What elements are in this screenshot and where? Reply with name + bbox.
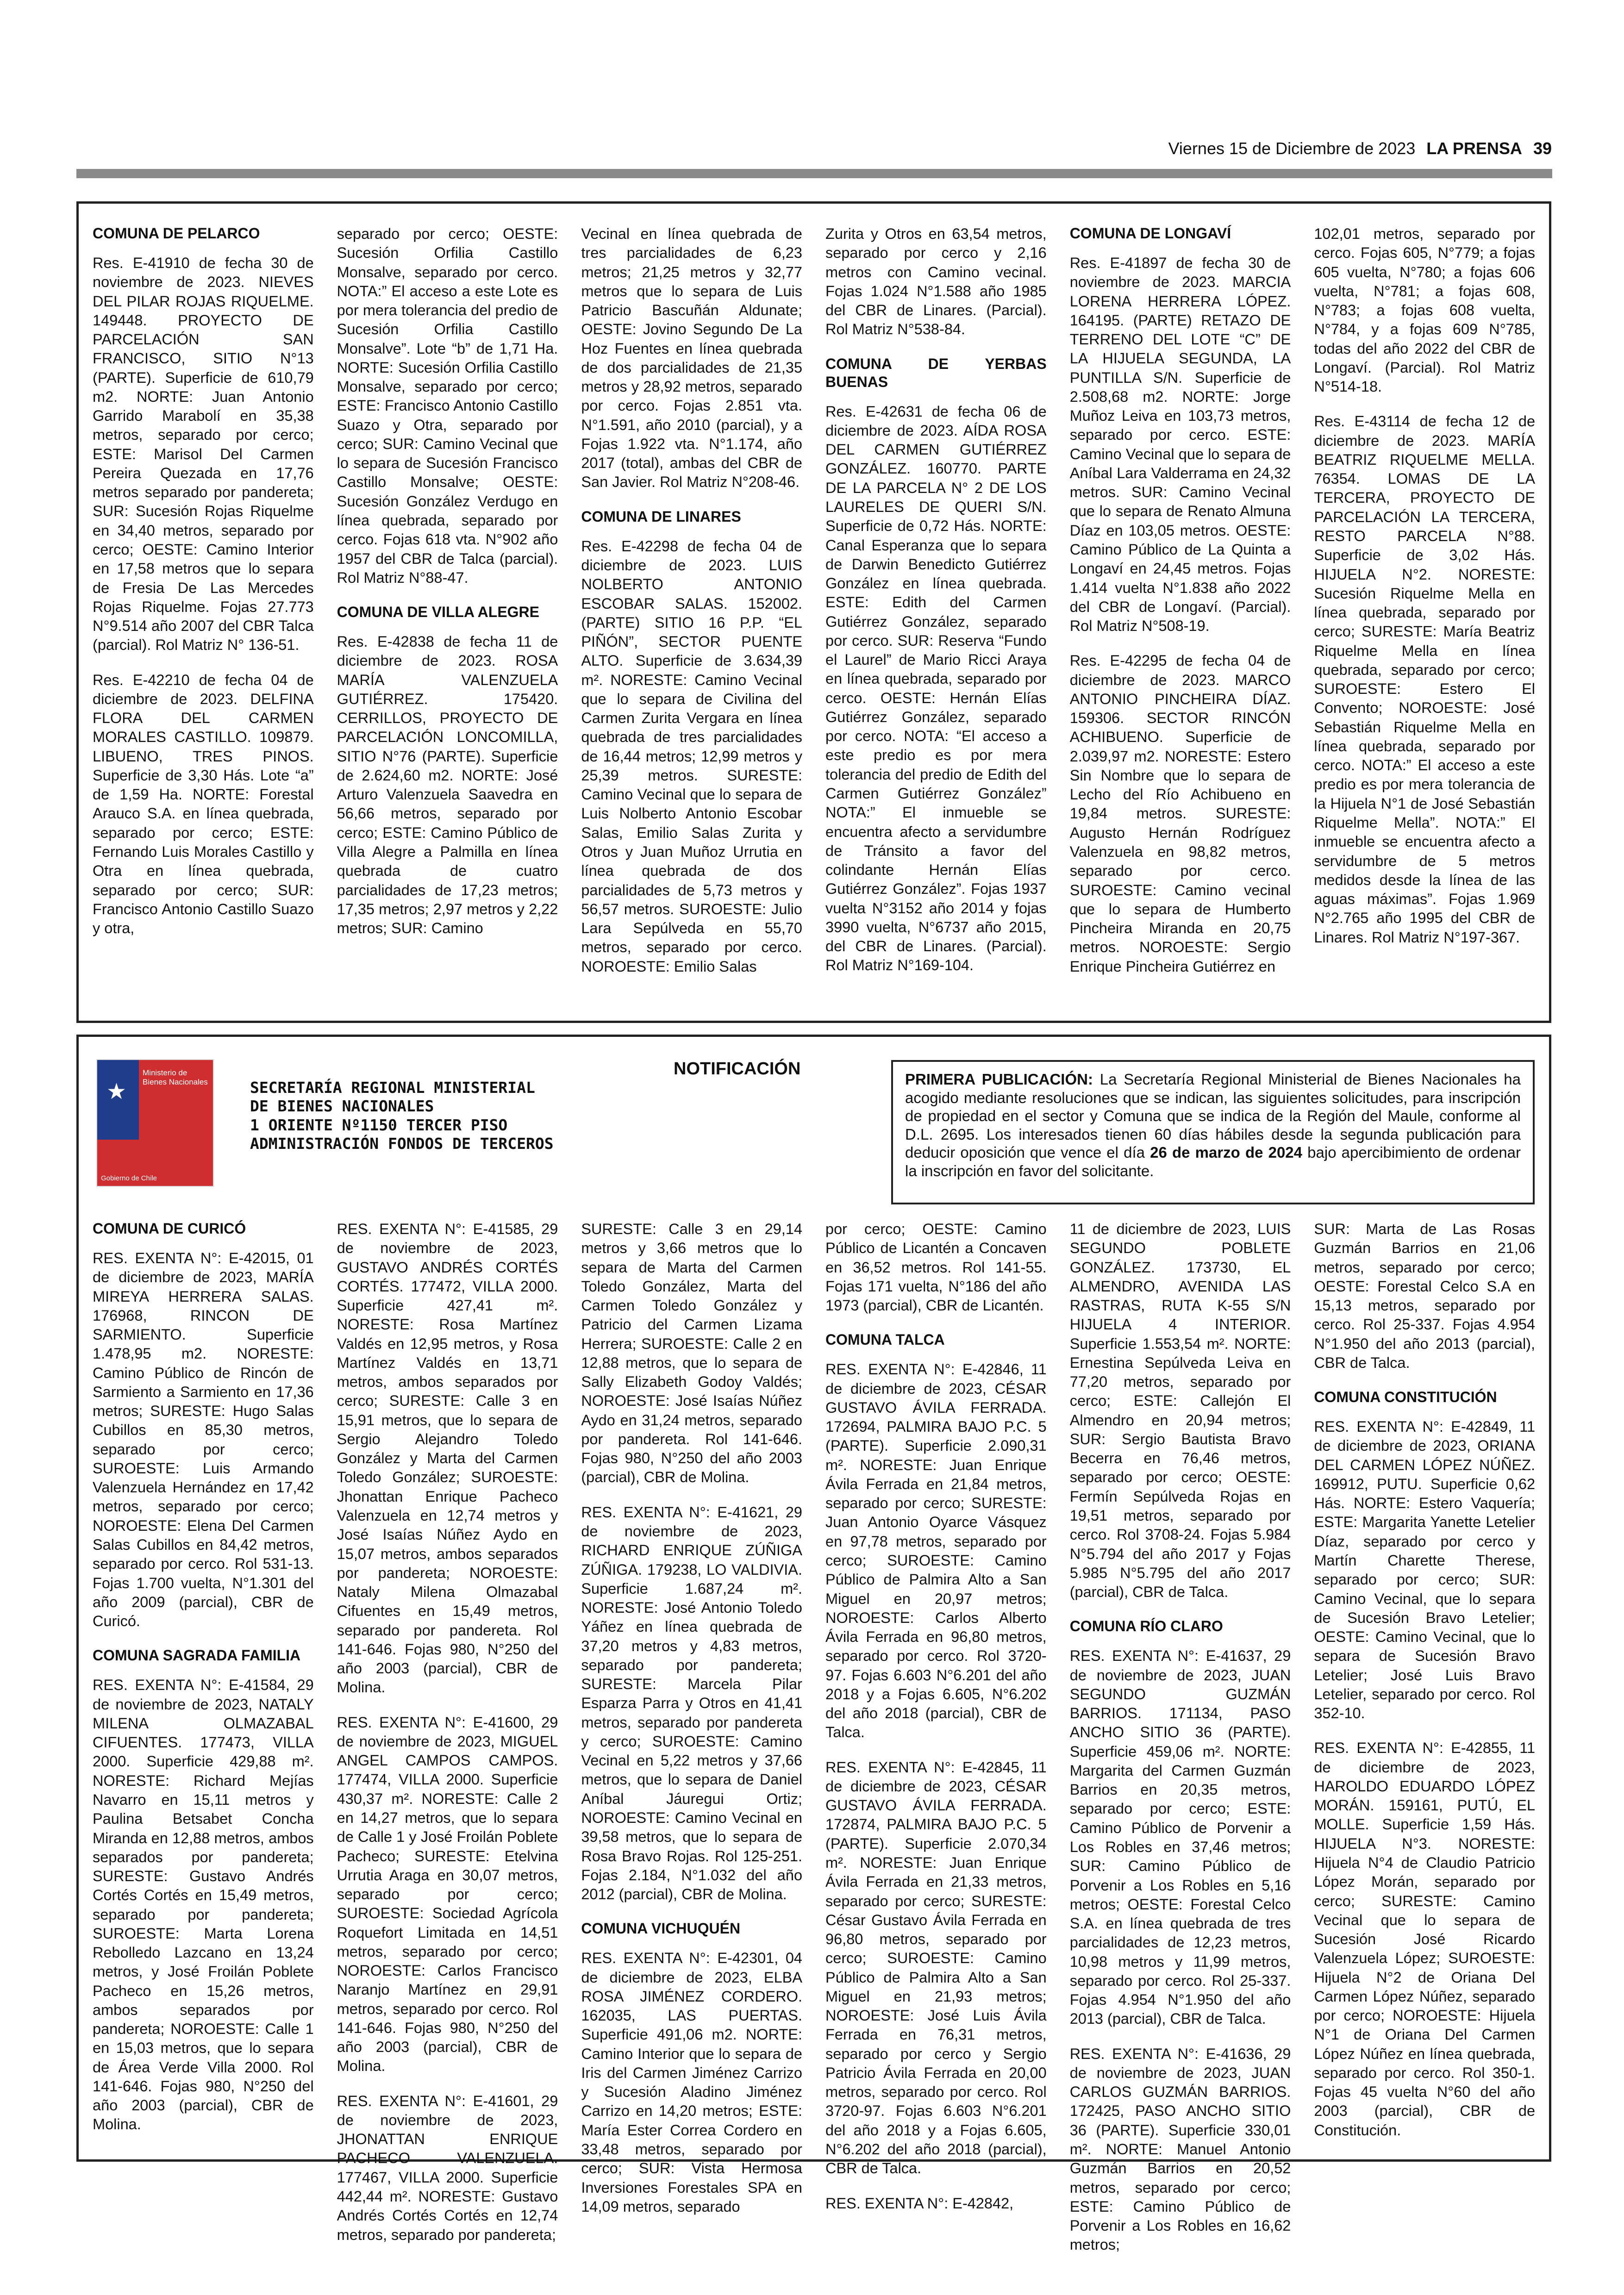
- notice-entry: RES. EXENTA N°: E-41585, 29 de noviembre de 2023, GUSTAVO ANDRÉS CORTÉS CORTÉS. 177472, VILLA 2000. Superficie 427,41 m². NORESTE: Rosa Martínez Valdés en 12,95 metros, y Rosa Martínez Valdés en 13,71 metros, ambos separados por cerco; SURESTE: Calle 3 en 15,91 metros, que lo separa de Sergio Alejandro Toledo González y Marta del Carmen Toledo González; SUROESTE: Jhonattan Enrique Pacheco Valenzuela en 12,74 metros y José Isaías Núñez Aydo en 15,07 metros, ambos separados por pandereta; NOROESTE: Nataly Milena Olmazabal Cifuentes en 15,49 metros, separado por pandereta. Rol 141-646. Fojas 980, N°250 del año 2003 (parcial), CBR de Molina.: [337, 1221, 558, 1696]
- publication-name: LA PRENSA: [1426, 139, 1522, 158]
- notice-entry: Res. E-42838 de fecha 11 de diciembre de 2023. ROSA MARÍA VALENZUELA GUTIÉRREZ. 175420. CERRILLOS, PROYECTO DE PARCELACIÓN LONCOMILLA, SITIO N°76 (PARTE). Superficie de 2.624,60 m2. NORTE: José Arturo Valenzuela Saavedra en 56,66 metros, separado por cerco; ESTE: Camino Público de Villa Alegre a Palmilla en línea quebrada de cuatro parcialidades de 17,23 metros; 17,35 metros; 2,97 metros y 2,22 metros; SUR: Camino: [337, 633, 558, 937]
- legal-notices-upper: [76, 201, 1551, 1023]
- notice-entry: Zurita y Otros en 63,54 metros, separado por cerco y 2,16 metros con Camino vecinal. Fojas 1.024 N°1.588 año 1985 del CBR de Linares. (Parcial). Rol Matriz N°538-84.: [825, 225, 1047, 338]
- page-number: 39: [1533, 139, 1552, 158]
- lower-columns: [93, 1220, 1536, 2253]
- notice-entry: RES. EXENTA N°: E-41637, 29 de noviembre de 2023, JUAN SEGUNDO GUZMÁN BARRIOS. 171134, PASO ANCHO SITIO 36 (PARTE). Superficie 459,06 m². NORTE: Margarita del Carmen Guzmán Barrios en 20,35 metros, separado por cerco; ESTE: Camino Público de Porvenir a Los Robles en 37,46 metros; SUR: Camino Público de Porvenir a Los Robles en 5,16 metros; OESTE: Forestal Celco S.A. en línea quebrada de tres parcialidades de 12,23 metros, 10,98 metros y 11,99 metros, separado por cerco. Rol 25-337. Fojas 4.954 N°1.950 del año 2013 (parcial), CBR de Talca.: [1069, 1647, 1291, 2027]
- comuna-heading: COMUNA TALCA: [825, 1331, 945, 1348]
- text-column: [825, 1220, 1047, 2212]
- page-folio: [1168, 139, 1552, 158]
- notice-entry: Res. E-41897 de fecha 30 de noviembre de 2023. MARCIA LORENA HERRERA LÓPEZ. 164195. (PARTE) RETAZO DE TERRENO DEL LOTE “C” DE LA HIJUELA SEGUNDA, LA PUNTILLA S/N. Superficie de 2.508,68 m2. NORTE: Jorge Muñoz Leiva en 103,73 metros, separado por cerco. ESTE: Camino Vecinal que lo separa de Aníbal Lara Valderrama en 24,32 metros. SUR: Camino Vecinal que lo separa de Renato Almuna Díaz en 103,05 metros. OESTE: Camino Público de La Quinta a Longaví en 24,45 metros. Fojas 1.414 vuelta N°1.838 año 2022 del CBR de Longaví. (Parcial). Rol Matriz N°508-19.: [1069, 255, 1291, 635]
- text-column: [581, 225, 802, 1011]
- ministry-logo: [96, 1059, 214, 1187]
- publication-text-end: bajo apercibimiento de ordenar la inscripción en favor del solicitante.: [905, 1144, 1521, 1179]
- publication-deadline: 26 de marzo de 2024: [1150, 1144, 1303, 1161]
- upper-columns: [93, 225, 1535, 1011]
- notice-entry: Res. E-42295 de fecha 04 de diciembre de 2023. MARCO ANTONIO PINCHEIRA DÍAZ. 159306. SECTOR RINCÓN ACHIBUENO. Superficie de 2.039,97 m2. NORESTE: Estero Sin Nombre que lo separa de Lecho del Río Achibueno en 19,84 metros. SURESTE: Augusto Hernán Rodríguez Valenzuela en 98,82 metros, separado por cerco. SUROESTE: Camino vecinal que lo separa de Humberto Pincheira Miranda en 20,75 metros. NOROESTE: Sergio Enrique Pincheira Gutiérrez en: [1069, 652, 1291, 975]
- notice-entry: SURESTE: Calle 3 en 29,14 metros y 3,66 metros que lo separa de Marta del Carmen Toledo González, Marta del Carmen Toledo González y Patricio del Carmen Lizama Herrera; SUROESTE: Calle 2 en 12,88 metros, que lo separa de Sally Elizabeth Godoy Valdés; NOROESTE: José Isaías Núñez Aydo en 31,24 metros, separado por pandereta. Rol 141-646. Fojas 980, N°250 del año 2003 (parcial), CBR de Molina.: [581, 1221, 803, 1486]
- publication-notice-box: [891, 1060, 1535, 1204]
- text-column: [337, 225, 558, 1011]
- comuna-heading: COMUNA DE LINARES: [581, 508, 741, 525]
- header-line: 1 ORIENTE Nº1150 TERCER PISO: [250, 1116, 508, 1134]
- notice-entry: RES. EXENTA N°: E-42846, 11 de diciembre de 2023, CÉSAR GUSTAVO ÁVILA FERRADA. 172694, PALMIRA BAJO P.C. 5 (PARTE). Superficie 2.090,31 m². NORESTE: Juan Enrique Ávila Ferrada en 21,84 metros, separado por cerco; SURESTE: Juan Antonio Oyarce Vásquez en 97,78 metros, separado por cerco; SUROESTE: Camino Público de Palmira Alto a San Miguel en 20,97 metros; NOROESTE: Carlos Alberto Ávila Ferrada en 96,80 metros, separado por cerco. Rol 3720-97. Fojas 6.603 N°6.201 del año 2018 y a Fojas 6.605, N°6.202 del año 2018 (parcial), CBR de Talca.: [825, 1361, 1047, 1741]
- comuna-heading: COMUNA VICHUQUÉN: [581, 1920, 741, 1937]
- text-column: [1314, 1220, 1535, 2150]
- text-column: [93, 1220, 314, 2150]
- logo-government-text: Gobierno de Chile: [101, 1174, 157, 1182]
- notice-entry: RES. EXENTA N°: E-41600, 29 de noviembre de 2023, MIGUEL ANGEL CAMPOS CAMPOS. 177474, VILLA 2000. Superficie 430,37 m². NORESTE: Calle 2 en 14,27 metros, que lo separa de Calle 1 y José Froilán Poblete Pacheco; SURESTE: Etelvina Urrutia Araga en 30,07 metros, separado por cerco; SUROESTE: Sociedad Agrícola Roquefort Limitada en 14,51 metros, separado por cerco; NOROESTE: Carlos Francisco Naranjo Martínez en 29,91 metros, separado por cerco. Rol 141-646. Fojas 980, N°250 del año 2003 (parcial), CBR de Molina.: [337, 1714, 558, 2075]
- notice-entry: RES. EXENTA N°: E-41601, 29 de noviembre de 2023, JHONATTAN ENRIQUE PACHECO VALENZUELA. 177467, VILLA 2000. Superficie 442,44 m². NORESTE: Gustavo Andrés Cortés Cortés en 12,74 metros, separado por pandereta;: [337, 2092, 558, 2243]
- text-column: [1069, 1220, 1291, 2253]
- notice-entry: Res. E-42298 de fecha 04 de diciembre de 2023. LUIS NOLBERTO ANTONIO ESCOBAR SALAS. 152002. (PARTE) SITIO 16 P.P. “EL PIÑÓN”, SECTOR PUENTE ALTO. Superficie de 3.634,39 m². NORESTE: Camino Vecinal que lo separa de Civilina del Carmen Zurita Vergara en línea quebrada de tres parcialidades de 16,44 metros; 12,99 metros y 25,39 metros. SURESTE: Camino Vecinal que lo separa de Luis Nolberto Antonio Escobar Salas, Emilio Salas Zurita y Otros y Juan Muñoz Urrutia en línea quebrada de dos parcialidades de 5,73 metros y 56,57 metros. SUROESTE: Julio Lara Sepúlveda en 55,70 metros, separado por cerco. NOROESTE: Emilio Salas: [581, 537, 803, 975]
- text-column: [93, 225, 314, 1011]
- publication-label: PRIMERA PUBLICACIÓN:: [905, 1071, 1093, 1088]
- text-column: [1070, 225, 1291, 1011]
- publication-text: La Secretaría Regional Ministerial de Bienes Nacionales ha acogido mediante resoluciones que se indican, las siguientes solicitudes, para inscripción de propiedad en el sector y Comuna que se indica de la Región del Maule, conforme al D.L. 2695. Los interesados tienen 60 días hábiles desde la segunda publicación para deducir oposición que vence el día: [905, 1071, 1521, 1161]
- notice-entry: RES. EXENTA N°: E-42842,: [825, 2195, 1014, 2212]
- notice-entry: RES. EXENTA N°: E-42849, 11 de diciembre de 2023, ORIANA DEL CARMEN LÓPEZ NÚÑEZ. 169912, PUTU. Superficie 0,62 Hás. NORTE: Estero Vaquería; ESTE: Margarita Yanette Letelier Díaz, separado por cerco y Martín Charette Therese, separado por cerco; SUR: Camino Vecinal, que lo separa de Sucesión Bravo Letelier; OESTE: Camino Vecinal, que lo separa de Sucesión Bravo Letelier; José Luis Bravo Letelier, separado por cerco. Rol 352-10.: [1314, 1418, 1536, 1722]
- comuna-heading: COMUNA DE YERBAS BUENAS: [825, 355, 1047, 390]
- notice-entry: separado por cerco; OESTE: Sucesión Orfilia Castillo Monsalve, separado por cerco. NOTA:” El acceso a este Lote es por mera tolerancia del predio de Sucesión Orfilia Castillo Monsalve”. Lote “b” de 1,71 Ha. NORTE: Sucesión Orfilia Castillo Monsalve, separado por cerco; ESTE: Francisco Antonio Castillo Suazo y Otra, separado por cerco; SUR: Camino Vecinal que lo separa de Sucesión Francisco Castillo Monsalve; OESTE: Sucesión González Verdugo en línea quebrada, separado por cerco. Fojas 618 vta. N°902 año 1957 del CBR de Talca (parcial). Rol Matriz N°88-47.: [337, 225, 558, 586]
- text-column: [1314, 225, 1535, 1011]
- issue-date: Viernes 15 de Diciembre de 2023: [1168, 139, 1416, 158]
- comuna-heading: COMUNA DE PELARCO: [93, 225, 260, 242]
- header-line: SECRETARÍA REGIONAL MINISTERIAL: [250, 1079, 535, 1097]
- notice-entry: RES. EXENTA N°: E-42855, 11 de diciembre de 2023, HAROLDO EDUARDO LÓPEZ MORÁN. 159161, PUTÚ, EL MOLLE. Superficie 1,59 Hás. HIJUELA N°3. NORESTE: Hijuela N°4 de Claudio Patricio López Morán, separado por cerco; SURESTE: Camino Vecinal que lo separa de Sucesión José Ricardo Valenzuela López; SUROESTE: Hijuela N°2 de Oriana Del Carmen López Núñez, separado por cerco; NOROESTE: Hijuela N°1 de Oriana Del Carmen López Núñez en línea quebrada, separado por cerco. Rol 350-1. Fojas 45 vuelta N°60 del año 2003 (parcial), CBR de Constitución.: [1314, 1740, 1536, 2139]
- text-column: [825, 225, 1047, 1011]
- notice-entry: RES. EXENTA N°: E-41636, 29 de noviembre de 2023, JUAN CARLOS GUZMÁN BARRIOS. 172425, PASO ANCHO SITIO 36 (PARTE). Superficie 330,01 m². NORTE: Manuel Antonio Guzmán Barrios en 20,52 metros, separado por cerco; ESTE: Camino Público de Porvenir a Los Robles en 16,62 metros;: [1069, 2045, 1291, 2253]
- comuna-heading: COMUNA CONSTITUCIÓN: [1314, 1389, 1497, 1406]
- comuna-heading: COMUNA DE LONGAVÍ: [1069, 225, 1231, 242]
- notice-entry: 102,01 metros, separado por cerco. Fojas 605, N°779; a fojas 605 vuelta, N°780; a fojas 606 vuelta, N°781; a fojas 608, N°783; a fojas 608 vuelta, N°784, y a fojas 609 N°785, todas del año 2022 del CBR de Longaví. (Parcial). Rol Matriz N°514-18.: [1314, 225, 1536, 395]
- notice-title: NOTIFICACIÓN: [674, 1059, 801, 1079]
- top-rule: [76, 169, 1552, 178]
- comuna-heading: COMUNA DE CURICÓ: [93, 1220, 246, 1237]
- notice-entry: Res. E-42210 de fecha 04 de diciembre de 2023. DELFINA FLORA DEL CARMEN MORALES CASTILLO. 109879. LIBUENO, TRES PINOS. Superficie de 3,30 Hás. Lote “a” de 1,59 Ha. NORTE: Forestal Arauco S.A. en línea quebrada, separado por cerco; ESTE: Fernando Luis Morales Castillo y Otra en línea quebrada, separado por cerco; SUR: Francisco Antonio Castillo Suazo y otra,: [93, 671, 314, 937]
- notice-entry: SUR: Marta de Las Rosas Guzmán Barrios en 21,06 metros, separado por cerco; OESTE: Forestal Celco S.A en 15,13 metros, separado por cerco. Rol 25-337. Fojas 4.954 N°1.950 del año 2013 (parcial), CBR de Talca.: [1314, 1221, 1536, 1371]
- notice-entry: RES. EXENTA N°: E-42845, 11 de diciembre de 2023, CÉSAR GUSTAVO ÁVILA FERRADA. 172874, PALMIRA BAJO P.C. 5 (PARTE). Superficie 2.070,34 m². NORESTE: Juan Enrique Ávila Ferrada en 21,33 metros, separado por cerco; SURESTE: César Gustavo Ávila Ferrada en 96,80 metros, separado por cerco; SUROESTE: Camino Público de Palmira Alto a San Miguel en 21,93 metros; NOROESTE: José Luis Ávila Ferrada en 76,31 metros, separado por cerco y Sergio Patricio Ávila Ferrada en 20,00 metros, separado por cerco. Rol 3720-97. Fojas 6.603 N°6.201 del año 2018 y a Fojas 6.605, N°6.202 del año 2018 (parcial), CBR de Talca.: [825, 1759, 1047, 2177]
- logo-ministry-text: Ministerio de Bienes Nacionales: [143, 1068, 208, 1086]
- header-line: ADMINISTRACIÓN FONDOS DE TERCEROS: [250, 1134, 554, 1153]
- comuna-heading: COMUNA DE VILLA ALEGRE: [337, 604, 539, 621]
- ministry-address: [250, 1079, 554, 1153]
- notice-entry: RES. EXENTA N°: E-42301, 04 de diciembre de 2023, ELBA ROSA JIMÉNEZ CORDERO. 162035, LAS PUERTAS. Superficie 491,06 m2. NORTE: Camino Interior que lo separa de Iris del Carmen Jiménez Carrizo y Sucesión Aladino Jiménez Carrizo en 14,20 metros; ESTE: María Ester Correa Cordero en 33,48 metros, separado por cerco; SUR: Vista Hermosa Inversiones Forestales SPA en 14,09 metros, separado: [581, 1950, 803, 2215]
- header-line: DE BIENES NACIONALES: [250, 1097, 434, 1116]
- notice-entry: Res. E-43114 de fecha 12 de diciembre de 2023. MARÍA BEATRIZ RIQUELME MELLA. 76354. LOMAS DE LA TERCERA, PROYECTO DE PARCELACIÓN LA TERCERA, RESTO PARCELA N°88. Superficie de 3,02 Hás. HIJUELA N°2. NORESTE: Sucesión Riquelme Mella en línea quebrada, separado por cerco; SURESTE: María Beatriz Riquelme Mella en línea quebrada, separado por cerco; SUROESTE: Estero El Convento; NOROESTE: José Sebastián Riquelme Mella en línea quebrada, separado por cerco. NOTA:” El acceso a este predio es por mera tolerancia de la Hijuela N°1 de José Sebastián Riquelme Mella”. NOTA:” El inmueble se encuentra afecto a servidumbre de 5 metros medidos desde la línea de las aguas máximas”. Fojas 1.969 N°2.765 año 1995 del CBR de Linares. Rol Matriz N°197-367.: [1314, 413, 1536, 946]
- notice-entry: Res. E-41910 de fecha 30 de noviembre de 2023. NIEVES DEL PILAR ROJAS RIQUELME. 149448. PROYECTO DE PARCELACIÓN SAN FRANCISCO, SITIO N°13 (PARTE). Superficie de 610,79 m2. NORTE: Juan Antonio Garrido Marabolí en 35,38 metros, separado por cerco; ESTE: Marisol Del Carmen Pereira Quezada en 17,76 metros separado por pandereta; SUR: Sucesión Rojas Riquelme en 34,40 metros, separado por cerco; OESTE: Camino Interior en 17,58 metros que lo separa de Fresia De Las Mercedes Rojas Riquelme. Fojas 27.773 N°9.514 año 2007 del CBR Talca (parcial). Rol Matriz N° 136-51.: [93, 255, 314, 654]
- text-column: [337, 1220, 558, 2243]
- text-column: [581, 1220, 803, 2215]
- comuna-heading: COMUNA RÍO CLARO: [1069, 1618, 1223, 1635]
- notice-entry: Vecinal en línea quebrada de tres parcialidades de 6,23 metros; 21,25 metros y 32,77 metros que lo separa de Luis Patricio Bascuñán Aldunate; OESTE: Jovino Segundo De La Hoz Fuentes en línea quebrada de dos parcialidades de 21,35 metros y 28,92 metros, separado por cerco. Fojas 2.851 vta. N°1.591, año 2010 (parcial), y a Fojas 1.922 vta. N°1.174, año 2017 (total), ambas del CBR de San Javier. Rol Matriz N°208-46.: [581, 225, 803, 491]
- legal-notices-lower: [76, 1035, 1551, 2253]
- notice-entry: 11 de diciembre de 2023, LUIS SEGUNDO POBLETE GONZÁLEZ. 173730, EL ALMENDRO, AVENIDA LAS RASTRAS, RUTA K-55 S/N HIJUELA 4 INTERIOR. Superficie 1.553,54 m². NORTE: Ernestina Sepúlveda Leiva en 77,20 metros, separado por cerco; ESTE: Callejón El Almendro en 20,94 metros; SUR: Sergio Bautista Bravo Becerra en 76,46 metros, separado por cerco; OESTE: Fermín Sepúlveda Rojas en 19,51 metros, separado por cerco. Rol 3708-24. Fojas 5.984 N°5.794 del año 2017 y Fojas 5.985 N°5.795 del año 2017 (parcial), CBR de Talca.: [1069, 1221, 1291, 1601]
- chile-star-icon: ★: [106, 1079, 127, 1104]
- notice-entry: Res. E-42631 de fecha 06 de diciembre de 2023. AÍDA ROSA DEL CARMEN GUTIÉRREZ GONZÁLEZ. 160770. PARTE DE LA PARCELA N° 2 DE LOS LAURELES DE QUERI S/N. Superficie de 0,72 Hás. NORTE: Canal Esperanza que lo separa de Darwin Benedicto Gutiérrez González en línea quebrada. ESTE: Edith del Carmen Gutiérrez González, separado por cerco. SUR: Reserva “Fundo el Laurel” de Mario Ricci Araya en línea quebrada, separado por cerco. OESTE: Hernán Elías Gutiérrez González, separado por cerco. NOTA: “El acceso a este predio es por mera tolerancia del predio de Edith del Carmen Gutiérrez González” NOTA:” El inmueble se encuentra afecto a servidumbre de Tránsito a favor del colindante Hernán Elías Gutiérrez González”. Fojas 1937 vuelta N°3152 año 2014 y fojas 3990 vuelta, N°6737 año 2015, del CBR de Linares. (Parcial). Rol Matriz N°169-104.: [825, 403, 1047, 974]
- notice-entry: RES. EXENTA N°: E-41584, 29 de noviembre de 2023, NATALY MILENA OLMAZABAL CIFUENTES. 177473, VILLA 2000. Superficie 429,88 m². NORESTE: Richard Mejías Navarro en 15,11 metros y Paulina Betsabet Concha Miranda en 12,88 metros, ambos separados por pandereta; SURESTE: Gustavo Andrés Cortés Cortés en 15,49 metros, separado por pandereta; SUROESTE: Marta Lorena Rebolledo Lazcano en 13,24 metros, y José Froilán Poblete Pacheco en 15,26 metros, ambos separados por pandereta; NOROESTE: Calle 1 en 15,03 metros, que lo separa de Área Verde Villa 2000. Rol 141-646. Fojas 980, N°250 del año 2003 (parcial), CBR de Molina.: [93, 1677, 314, 2133]
- notice-entry: por cerco; OESTE: Camino Público de Licantén a Concaven en 36,52 metros. Rol 141-55. Fojas 171 vuelta, N°186 del año 1973 (parcial), CBR de Licantén.: [825, 1221, 1047, 1314]
- notice-entry: RES. EXENTA N°: E-42015, 01 de diciembre de 2023, MARÍA MIREYA HERRERA SALAS. 176968, RINCON DE SARMIENTO. Superficie 1.478,95 m2. NORESTE: Camino Público de Rincón de Sarmiento a Sarmiento en 17,36 metros; SURESTE: Hugo Salas Cubillos en 85,30 metros, separado por cerco; SUROESTE: Luis Armando Valenzuela Hernández en 17,42 metros, separado por cerco; NOROESTE: Elena Del Carmen Salas Cubillos en 84,42 metros, separado por cerco. Rol 531-13. Fojas 1.700 vuelta, N°1.301 del año 2009 (parcial), CBR de Curicó.: [93, 1250, 314, 1630]
- comuna-heading: COMUNA SAGRADA FAMILIA: [93, 1647, 301, 1664]
- notice-entry: RES. EXENTA N°: E-41621, 29 de noviembre de 2023, RICHARD ENRIQUE ZÚÑIGA ZÚÑIGA. 179238, LO VALDIVIA. Superficie 1.687,24 m². NORESTE: José Antonio Toledo Yáñez en línea quebrada de 37,20 metros y 4,83 metros, separado por pandereta; SURESTE: Marcela Pilar Esparza Parra y Otros en 41,41 metros, separado por pandereta y cerco; SUROESTE: Camino Vecinal en 5,22 metros y 37,66 metros, que lo separa de Daniel Aníbal Jáuregui Ortiz; NOROESTE: Camino Vecinal en 39,58 metros, que lo separa de Rosa Bravo Rojas. Rol 125-251. Fojas 2.184, N°1.032 del año 2012 (parcial), CBR de Molina.: [581, 1503, 803, 1903]
